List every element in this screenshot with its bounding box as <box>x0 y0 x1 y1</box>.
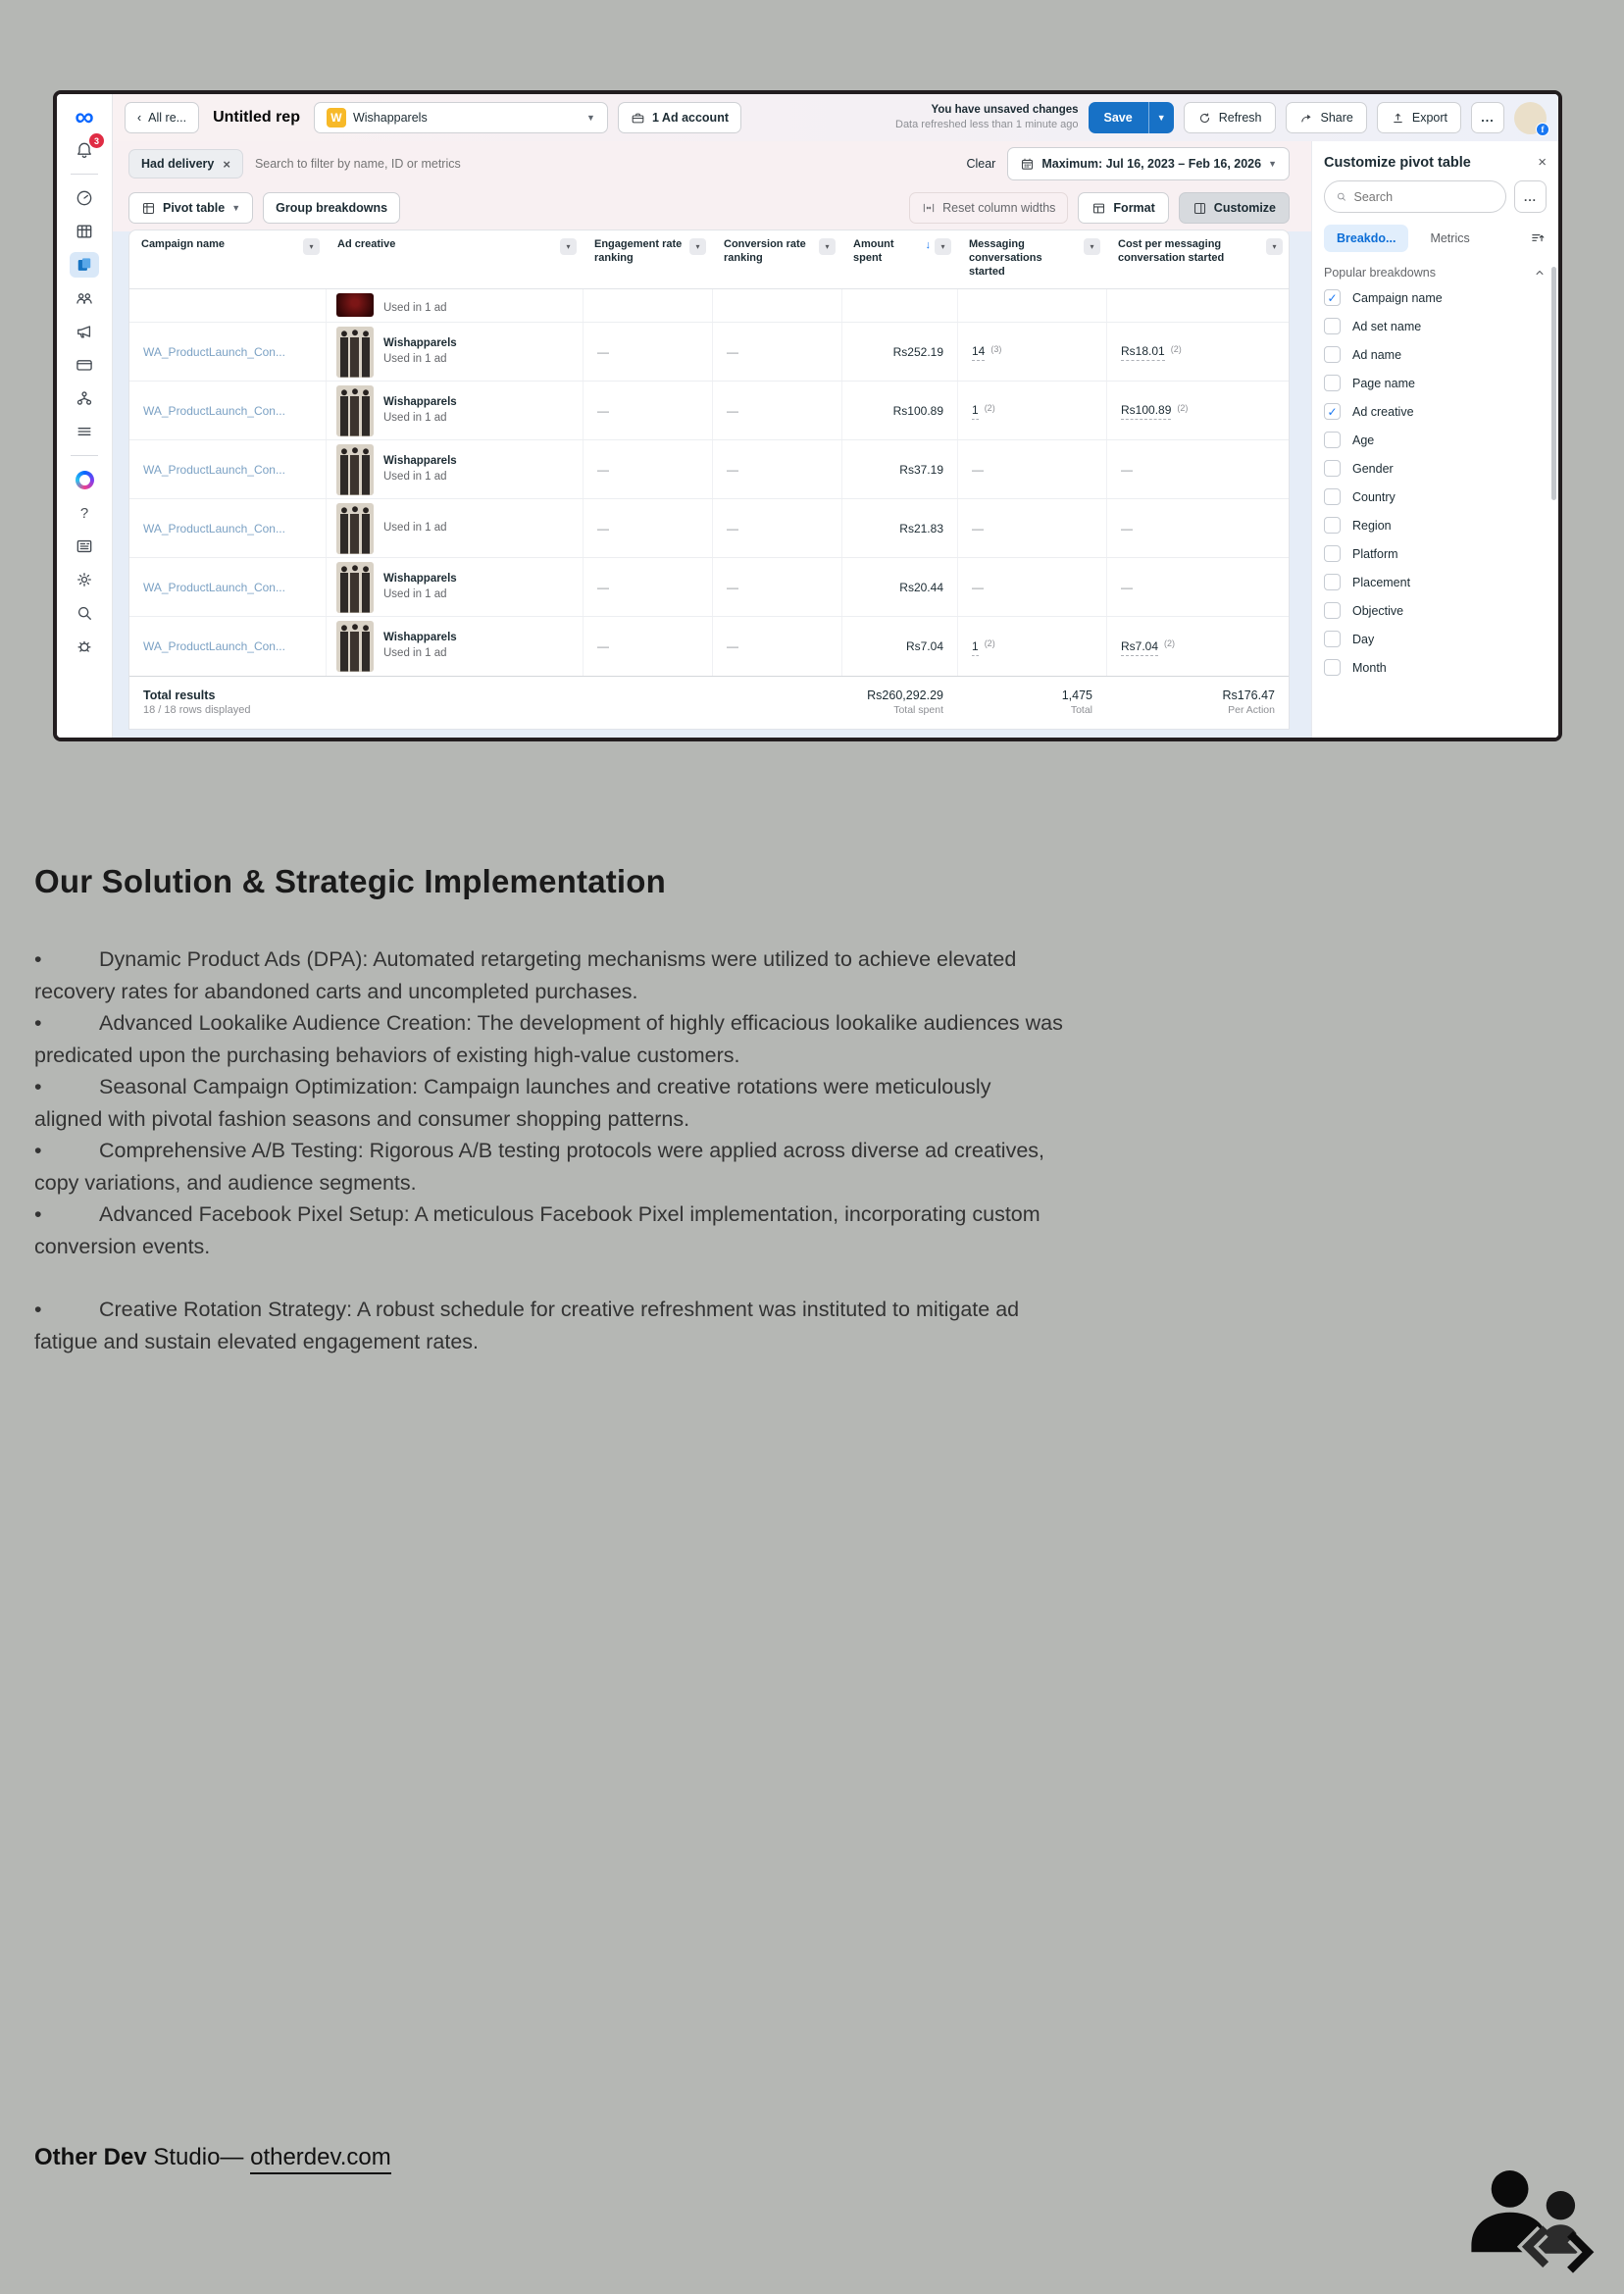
filter-search-input[interactable] <box>255 157 955 171</box>
calendar-icon <box>1020 157 1035 172</box>
checkbox[interactable] <box>1324 403 1341 420</box>
refresh-button[interactable]: Refresh <box>1184 102 1276 133</box>
checkbox[interactable] <box>1324 488 1341 505</box>
notification-count-badge: 3 <box>89 133 104 148</box>
messaging-value: — <box>972 521 984 535</box>
footer-brand: Other Dev <box>34 2144 147 2170</box>
campaign-link[interactable]: WA_ProductLaunch_Con... <box>143 462 285 477</box>
ad-thumbnail <box>336 327 374 378</box>
bullet-item: • Advanced Facebook Pixel Setup: A meticulous Facebook Pixel implementation, incorporating custom conversion events. <box>34 1198 1064 1262</box>
col-campaign-name: Campaign name <box>141 238 225 250</box>
campaign-link[interactable]: WA_ProductLaunch_Con... <box>143 521 285 535</box>
save-button[interactable]: Save <box>1089 102 1148 133</box>
account-avatar: W <box>327 108 346 127</box>
more-options-button[interactable] <box>1471 102 1504 133</box>
checkbox[interactable] <box>1324 432 1341 448</box>
checkbox[interactable] <box>1324 289 1341 306</box>
checkbox[interactable] <box>1324 460 1341 477</box>
chevron-down-icon: ▼ <box>586 113 595 123</box>
checkbox[interactable] <box>1324 318 1341 334</box>
messaging-value: 14 <box>972 342 985 361</box>
customize-pivot-panel <box>1311 141 1558 738</box>
business-structure-icon[interactable] <box>70 385 99 411</box>
cost-value: — <box>1121 521 1133 535</box>
breakdown-option[interactable]: Ad name <box>1324 340 1547 369</box>
brand-label: Wishapparels <box>383 336 457 349</box>
table-row: WA_ProductLaunch_Con... Wishapparels Used in 1 ad — — Rs37.19 — — <box>129 440 1289 499</box>
column-menu-button[interactable]: ▾ <box>303 238 320 255</box>
messaging-value: 1 <box>972 637 979 656</box>
bullet-dot: • <box>34 1298 42 1321</box>
checkbox[interactable] <box>1324 602 1341 619</box>
breakdown-option[interactable]: ✓ Ad creative <box>1324 397 1547 426</box>
chevron-down-icon: ▼ <box>1268 159 1277 169</box>
had-delivery-filter-chip[interactable]: Had delivery × <box>128 149 243 178</box>
ads-manager-screenshot <box>53 90 1562 741</box>
help-icon[interactable]: ? <box>79 504 89 522</box>
cost-value: — <box>1121 580 1133 594</box>
amount-value: Rs20.44 <box>899 580 943 594</box>
breakdown-option[interactable]: ✓ Campaign name <box>1324 283 1547 312</box>
usage-label: Used in 1 ad <box>383 411 447 424</box>
breakdown-option[interactable]: Age <box>1324 426 1547 454</box>
divider <box>71 174 98 175</box>
section-heading: Our Solution & Strategic Implementation <box>34 863 667 899</box>
column-menu-button[interactable]: ▾ <box>560 238 577 255</box>
export-icon <box>1391 111 1405 126</box>
briefcase-icon <box>631 111 645 126</box>
ad-thumbnail <box>336 444 374 495</box>
col-messaging: Messaging conversations started <box>969 238 1042 278</box>
campaign-link[interactable]: WA_ProductLaunch_Con... <box>143 403 285 418</box>
col-engagement: Engagement rate ranking <box>594 238 683 264</box>
back-button[interactable] <box>125 102 199 133</box>
group-breakdowns-button[interactable]: Group breakdowns <box>263 192 400 224</box>
meta-logo-icon: ∞ <box>75 102 94 131</box>
table-row: WA_ProductLaunch_Con... Wishapparels Used in 1 ad — — Rs20.44 — — <box>129 558 1289 617</box>
checkbox[interactable] <box>1324 545 1341 562</box>
bullet-item: • Seasonal Campaign Optimization: Campaign launches and creative rotations were meticulously aligned with pivotal fashion seasons and consumer shopping patterns. <box>34 1071 1064 1135</box>
total-messaging-value: 1,475 <box>1061 688 1092 702</box>
filter-bar <box>128 141 1290 186</box>
totals-row: Total results 18 / 18 rows displayed Rs260,292.29 Total spent 1,475 Total Rs176.47 Per Action <box>129 676 1289 727</box>
ad-account-label: 1 Ad account <box>651 111 729 125</box>
cost-value: Rs100.89 <box>1121 401 1171 420</box>
profile-avatar[interactable] <box>1514 102 1547 134</box>
ad-thumbnail <box>336 293 374 317</box>
bullet-dot: • <box>34 1202 42 1226</box>
usage-label: Used in 1 ad <box>383 352 447 365</box>
divider <box>1299 141 1311 738</box>
bullet-item: • Advanced Lookalike Audience Creation: The development of highly efficacious lookalike audiences was predicated upon the purchasing behaviors of existing high-value customers. <box>34 1007 1064 1071</box>
divider <box>71 455 98 456</box>
back-label: All re... <box>148 111 187 125</box>
breakdown-option[interactable]: Platform <box>1324 539 1547 568</box>
breakdown-option[interactable]: Ad set name <box>1324 312 1547 340</box>
cost-value: Rs7.04 <box>1121 637 1158 656</box>
customize-panel-icon <box>1193 201 1207 216</box>
ellipsis-icon: ... <box>1523 189 1537 204</box>
bullet-dot: • <box>34 947 42 971</box>
cost-value: — <box>1121 462 1133 477</box>
campaigns-table-icon[interactable] <box>70 219 99 244</box>
sort-desc-icon[interactable]: ↓ <box>925 239 931 251</box>
audiences-icon[interactable] <box>70 285 99 311</box>
workspace <box>113 141 1558 738</box>
app-header <box>113 94 1558 141</box>
sort-order-icon[interactable] <box>1530 230 1547 247</box>
col-cost-per-messaging: Cost per messaging conversation started <box>1118 238 1225 264</box>
amount-value: Rs37.19 <box>899 462 943 477</box>
report-bug-icon[interactable] <box>70 634 99 659</box>
table-toolbar <box>128 186 1290 229</box>
column-menu-button[interactable]: ▾ <box>935 238 951 255</box>
col-conversion: Conversion rate ranking <box>724 238 806 264</box>
other-dev-studio-logo <box>1463 2166 1600 2278</box>
bullet-dot: • <box>34 1075 42 1098</box>
column-menu-button[interactable]: ▾ <box>1084 238 1100 255</box>
chevron-down-icon: ▼ <box>231 203 241 213</box>
bullet-item: • Dynamic Product Ads (DPA): Automated retargeting mechanisms were utilized to achieve elevated recovery rates for abandoned carts and uncompleted purchases. <box>34 943 1064 1007</box>
cost-value: Rs18.01 <box>1121 342 1165 361</box>
vertical-scrollbar[interactable] <box>1551 267 1556 500</box>
report-column <box>113 141 1299 738</box>
amount-value: Rs100.89 <box>892 403 943 418</box>
format-button[interactable]: Format <box>1078 192 1168 224</box>
document-body <box>34 863 1064 1357</box>
pivot-icon <box>141 201 156 216</box>
messaging-value: — <box>972 462 984 477</box>
horizontal-scrollbar[interactable] <box>129 727 1289 730</box>
breakdown-option[interactable]: Page name <box>1324 369 1547 397</box>
advertise-megaphone-icon[interactable] <box>70 319 99 344</box>
account-name: Wishapparels <box>352 111 428 125</box>
usage-label: Used in 1 ad <box>383 521 447 534</box>
ad-account-button[interactable] <box>618 102 741 133</box>
brand-label: Wishapparels <box>383 572 457 585</box>
breakdown-option[interactable]: Day <box>1324 625 1547 653</box>
column-menu-button[interactable]: ▾ <box>1266 238 1283 255</box>
column-width-icon <box>922 201 936 215</box>
column-menu-button[interactable]: ▾ <box>819 238 836 255</box>
account-selector[interactable] <box>314 102 608 133</box>
messaging-value: 1 <box>972 401 979 420</box>
campaign-link[interactable]: WA_ProductLaunch_Con... <box>143 639 285 653</box>
customize-button[interactable]: Customize <box>1179 192 1290 224</box>
usage-label: Used in 1 ad <box>383 302 447 315</box>
data-refreshed-text: Data refreshed less than 1 minute ago <box>895 119 1079 131</box>
panel-search[interactable] <box>1324 180 1506 213</box>
tab-metrics[interactable]: Metrics <box>1430 231 1470 245</box>
share-icon <box>1299 111 1314 126</box>
chevron-up-icon[interactable] <box>1533 266 1547 280</box>
usage-label: Used in 1 ad <box>383 647 447 659</box>
table-row: WA_ProductLaunch_Con... Wishapparels Used in 1 ad — — Rs7.04 1 (2) Rs7.04 (2) <box>129 617 1289 676</box>
breakdown-option[interactable]: Region <box>1324 511 1547 539</box>
menu-lines-icon[interactable] <box>70 419 99 444</box>
ads-manager-main <box>113 94 1558 738</box>
table-row: WA_ProductLaunch_Con... Wishapparels Used in 1 ad — — Rs252.19 14 (3) Rs18.01 (2) <box>129 323 1289 382</box>
share-button[interactable]: Share <box>1286 102 1367 133</box>
checkbox[interactable] <box>1324 346 1341 363</box>
billing-card-icon[interactable] <box>70 352 99 378</box>
brand-label: Wishapparels <box>383 454 457 467</box>
usage-label: Used in 1 ad <box>383 470 447 483</box>
facebook-badge-icon: f <box>1536 123 1549 136</box>
account-overview-icon[interactable] <box>70 185 99 211</box>
report-title[interactable]: Untitled rep <box>213 109 300 126</box>
checkbox[interactable] <box>1324 375 1341 391</box>
close-icon[interactable]: × <box>1538 154 1547 171</box>
campaign-link[interactable]: WA_ProductLaunch_Con... <box>143 344 285 359</box>
table-row: WA_ProductLaunch_Con... Used in 1 ad — — Rs21.83 — — <box>129 499 1289 558</box>
bullet-item: • Comprehensive A/B Testing: Rigorous A/B testing protocols were applied across diverse ad creatives, copy variations, and audience segments. <box>34 1135 1064 1198</box>
breakdown-option[interactable]: Placement <box>1324 568 1547 596</box>
table-header-row <box>129 230 1289 289</box>
messaging-value: — <box>972 580 984 594</box>
checkbox[interactable] <box>1324 631 1341 647</box>
total-results-label: Total results <box>143 688 216 702</box>
close-icon[interactable]: × <box>223 156 230 172</box>
brand-label: Wishapparels <box>383 632 457 644</box>
scrollbar-thumb[interactable] <box>559 730 1285 731</box>
table-row-partial <box>129 289 1289 323</box>
amount-value: Rs21.83 <box>899 521 943 535</box>
meta-ai-icon[interactable] <box>70 467 99 492</box>
format-table-icon <box>1091 201 1106 216</box>
column-menu-button[interactable]: ▾ <box>689 238 706 255</box>
settings-gear-icon[interactable] <box>70 567 99 592</box>
ellipsis-icon: ... <box>1481 111 1495 125</box>
brand-label: Wishapparels <box>383 395 457 408</box>
col-ad-creative: Ad creative <box>337 238 396 250</box>
breakdown-option[interactable]: Gender <box>1324 454 1547 483</box>
amount-value: Rs252.19 <box>892 344 943 359</box>
export-button[interactable]: Export <box>1377 102 1461 133</box>
amount-value: Rs7.04 <box>905 639 943 653</box>
panel-title: Customize pivot table <box>1324 154 1471 171</box>
save-dropdown-button[interactable]: ▼ <box>1148 102 1174 133</box>
footer-studio: Studio— <box>146 2144 251 2170</box>
panel-search-input[interactable] <box>1354 190 1495 204</box>
tab-breakdowns[interactable]: Breakdo... <box>1324 225 1408 252</box>
checkbox[interactable] <box>1324 659 1341 676</box>
footer-link[interactable]: otherdev.com <box>250 2144 391 2174</box>
ad-thumbnail <box>336 385 374 436</box>
unsaved-changes-text: You have unsaved changes <box>931 103 1079 116</box>
usage-label: Used in 1 ad <box>383 587 447 600</box>
ad-thumbnail <box>336 621 374 672</box>
search-icon[interactable] <box>70 600 99 626</box>
clear-filters-link[interactable]: Clear <box>966 157 996 171</box>
checkbox[interactable] <box>1324 574 1341 590</box>
breakdown-option[interactable]: Objective <box>1324 596 1547 625</box>
reset-column-widths-button[interactable]: Reset column widths <box>909 192 1068 224</box>
pivot-table <box>128 229 1290 730</box>
campaign-link[interactable]: WA_ProductLaunch_Con... <box>143 580 285 594</box>
bullet-dot: • <box>34 1011 42 1035</box>
pages-news-icon[interactable] <box>70 534 99 559</box>
ad-thumbnail <box>336 562 374 613</box>
chevron-left-icon: ‹ <box>137 111 142 125</box>
bullet-dot: • <box>34 1139 42 1162</box>
search-icon <box>1336 190 1347 203</box>
refresh-icon <box>1197 111 1212 126</box>
save-status <box>895 103 1079 132</box>
page-footer <box>34 2144 391 2171</box>
rows-displayed-label: 18 / 18 rows displayed <box>143 703 251 716</box>
ad-thumbnail <box>336 503 374 554</box>
col-amount-spent: Amount spent <box>853 238 894 264</box>
checkbox[interactable] <box>1324 517 1341 534</box>
notifications-bell-icon[interactable] <box>70 137 99 163</box>
save-split-button <box>1089 102 1174 133</box>
total-cost-value: Rs176.47 <box>1222 688 1275 702</box>
pivot-table-dropdown[interactable]: Pivot table ▼ <box>128 192 253 224</box>
breakdown-option[interactable]: Country <box>1324 483 1547 511</box>
bullet-item: • Creative Rotation Strategy: A robust schedule for creative refreshment was instituted to mitigate ad fatigue and sustain elevated engagement rates. <box>34 1294 1064 1357</box>
popular-breakdowns-label: Popular breakdowns <box>1324 266 1436 280</box>
table-row: WA_ProductLaunch_Con... Wishapparels Used in 1 ad — — Rs100.89 1 (2) Rs100.89 (2) <box>129 382 1289 440</box>
date-range-button[interactable]: Maximum: Jul 16, 2023 – Feb 16, 2026 ▼ <box>1007 147 1290 180</box>
breakdown-option[interactable]: Month <box>1324 653 1547 682</box>
total-spent-value: Rs260,292.29 <box>867 688 943 702</box>
sidebar-nav <box>57 94 113 738</box>
panel-more-button[interactable] <box>1514 180 1547 213</box>
ads-reporting-icon[interactable] <box>70 252 99 278</box>
